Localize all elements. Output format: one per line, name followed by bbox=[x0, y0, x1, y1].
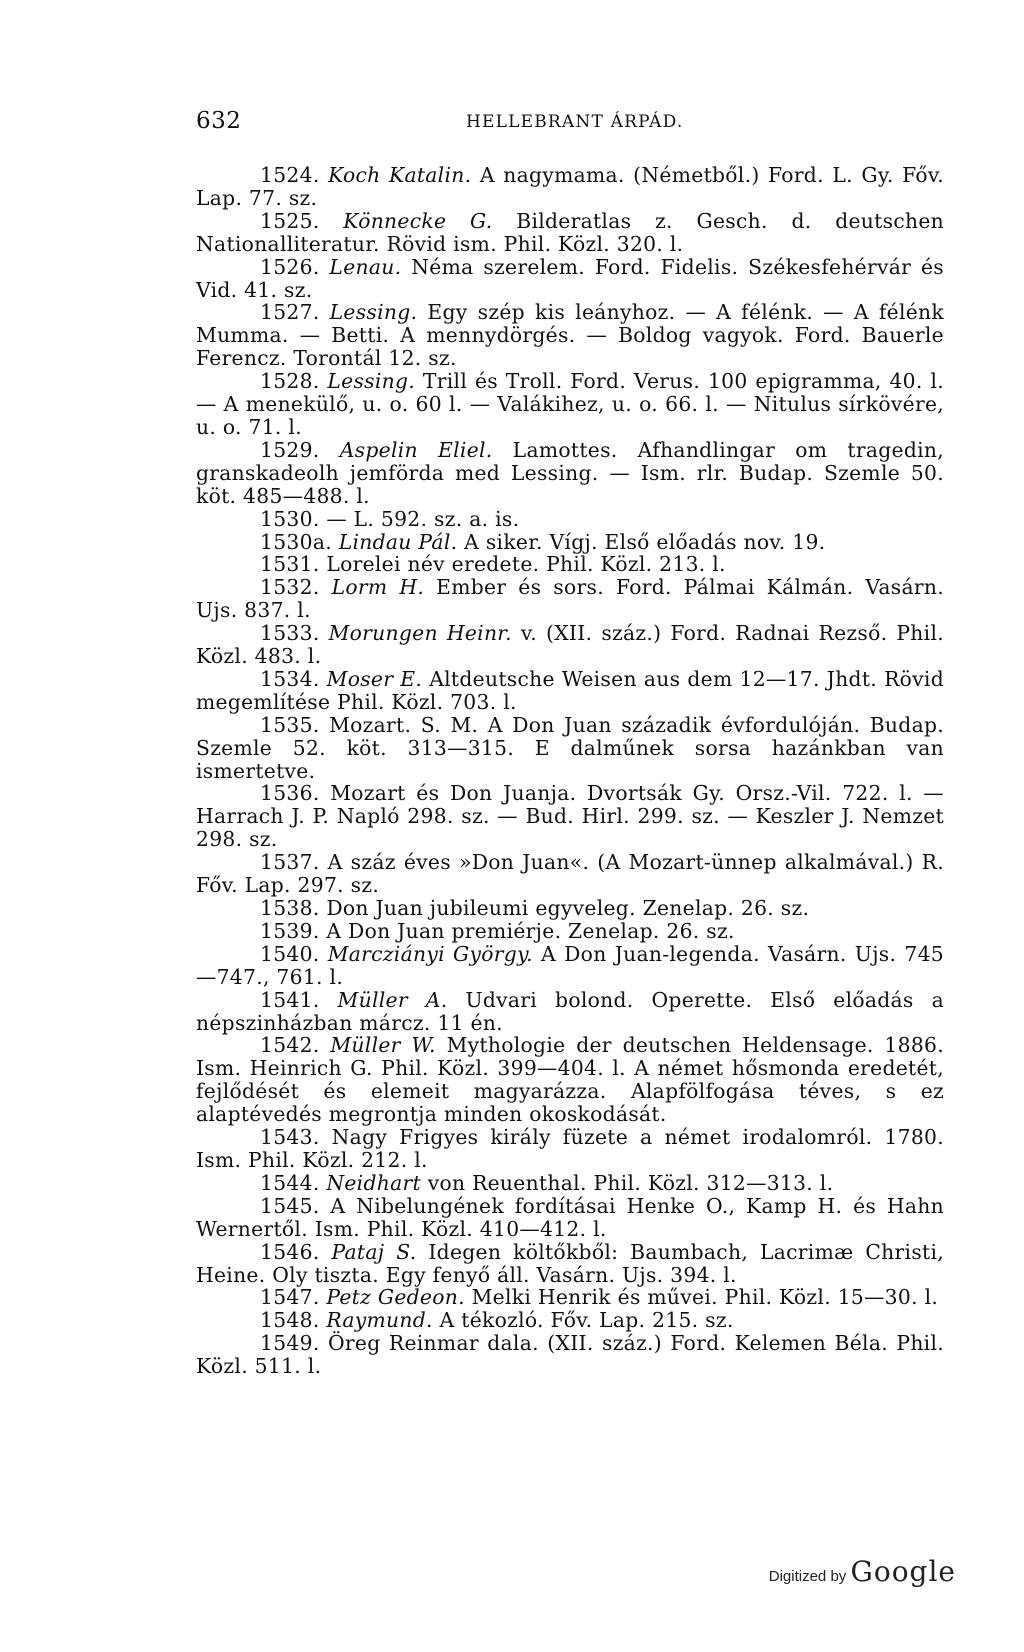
entry-number: 1549. bbox=[260, 1331, 320, 1356]
entry-author: Raymund. bbox=[326, 1308, 433, 1333]
bibliography-entry bbox=[196, 989, 944, 1035]
bibliography-entry bbox=[196, 943, 944, 989]
entry-text: Öreg Reinmar dala. (XII. száz.) Ford. Kelemen Béla. Phil. Közl. 511. l. bbox=[196, 1331, 944, 1379]
google-logo: Google bbox=[850, 1555, 956, 1588]
bibliography-entry bbox=[196, 370, 944, 439]
entry-text: Don Juan jubileumi egyveleg. Zenelap. 26. sz. bbox=[326, 896, 810, 920]
bibliography-list bbox=[196, 164, 944, 1378]
entry-number: 1541. bbox=[260, 987, 320, 1012]
entry-number: 1535. bbox=[260, 712, 320, 737]
entry-text: A Nibelungének fordításai Henke O., Kamp H. és Hahn Wernertől. Ism. Phil. Közl. 410—412. l. bbox=[196, 1193, 945, 1241]
entry-text: Bilderatlas z. Gesch. d. deutschen Nationalliteratur. Rövid ism. Phil. Közl. 320. l. bbox=[196, 208, 945, 256]
digitized-footer bbox=[769, 1555, 956, 1588]
entry-number: 1534. bbox=[260, 666, 320, 691]
entry-number: 1528. bbox=[260, 369, 320, 394]
bibliography-entry bbox=[196, 1309, 944, 1332]
bibliography-entry bbox=[196, 576, 944, 622]
entry-text: Nagy Frigyes király füzete a német irodalomról. 1780. Ism. Phil. Közl. 212. l. bbox=[196, 1125, 944, 1172]
entry-author: Könnecke G. bbox=[343, 208, 493, 233]
bibliography-entry bbox=[196, 210, 944, 256]
bibliography-entry bbox=[196, 301, 944, 370]
entry-number: 1542. bbox=[260, 1033, 320, 1058]
bibliography-entry bbox=[196, 553, 944, 576]
bibliography-entry bbox=[196, 897, 944, 920]
bibliography-entry bbox=[196, 531, 944, 554]
bibliography-entry bbox=[196, 256, 944, 302]
entry-number: 1540. bbox=[260, 941, 320, 966]
entry-author: Koch Katalin. bbox=[328, 163, 472, 187]
entry-author: Morungen Heinr. bbox=[328, 621, 512, 646]
entry-author: Lindau Pál. bbox=[338, 529, 458, 554]
entry-text: Egy szép kis leányhoz. — A félénk. — A félénk Mumma. — Betti. A mennydörgés. — Boldog vagyok. Ford. Bauerle Ferencz. Torontál 12. sz. bbox=[196, 300, 944, 371]
entry-text: Idegen költőkből: Baumbach, Lacrimæ Christi, Heine. Oly tiszta. Egy fenyő áll. Vasárn. Ujs. 394. l. bbox=[196, 1239, 945, 1287]
bibliography-entry bbox=[196, 622, 944, 668]
entry-text: A siker. Vígj. Első előadás nov. 19. bbox=[464, 529, 826, 554]
entry-author: Neidhart bbox=[326, 1170, 421, 1195]
bibliography-entry bbox=[196, 851, 944, 897]
bibliography-entry bbox=[196, 1172, 944, 1195]
entry-text: Altdeutsche Weisen aus dem 12—17. Jhdt. Rövid megemlítése Phil. Közl. 703. l. bbox=[196, 666, 944, 714]
entry-number: 1524. bbox=[260, 163, 320, 187]
entry-author: Müller A. bbox=[337, 987, 448, 1012]
entry-number: 1537. bbox=[260, 850, 320, 875]
bibliography-entry bbox=[196, 1126, 944, 1172]
entry-number: 1547. bbox=[260, 1285, 320, 1310]
entry-author: Müller W. bbox=[330, 1033, 436, 1058]
digitized-by-label: Digitized by bbox=[768, 1568, 847, 1585]
bibliography-entry bbox=[196, 1034, 944, 1126]
entry-author: Aspelin Eliel. bbox=[339, 437, 493, 462]
bibliography-entry bbox=[196, 164, 944, 210]
bibliography-entry bbox=[196, 1332, 944, 1378]
entry-number: 1548. bbox=[260, 1308, 320, 1333]
entry-text: Lamottes. Afhandlingar om tragedin, granskadeolh jemförda med Lessing. — Ism. rlr. Budap. Szemle 50. köt. 485—488. l. bbox=[196, 437, 944, 508]
entry-text: Udvari bolond. Operette. Első előadás a népszinházban márcz. 11 én. bbox=[196, 987, 944, 1035]
entry-text: A tékozló. Főv. Lap. 215. sz. bbox=[439, 1308, 734, 1333]
entry-number: 1539. bbox=[260, 918, 320, 943]
entry-text: Lorelei név eredete. Phil. Közl. 213. l. bbox=[326, 552, 726, 577]
entry-number: 1531. bbox=[260, 552, 320, 577]
running-head: HELLEBRANT ÁRPÁD. bbox=[466, 112, 684, 132]
bibliography-entry bbox=[196, 782, 944, 851]
page-number: 632 bbox=[196, 108, 242, 134]
entry-number: 1530a. bbox=[260, 529, 332, 554]
entry-text: Mythologie der deutschen Heldensage. 1886. Ism. Heinrich G. Phil. Közl. 399—404. l. A német hősmonda eredetét, fejlődését és elemeit magyarázza. Alapfölfogása téves, s ez alaptévedés megrontja minden okoskodását. bbox=[196, 1033, 944, 1127]
bibliography-entry bbox=[196, 1241, 944, 1287]
entry-text: A száz éves »Don Juan«. (A Mozart-ünnep alkalmával.) R. Főv. Lap. 297. sz. bbox=[196, 850, 945, 898]
bibliography-entry bbox=[196, 920, 944, 943]
entry-text: Néma szerelem. Ford. Fidelis. Székesfehérvár és Vid. 41. sz. bbox=[196, 254, 944, 302]
entry-text: A nagymama. (Németből.) Ford. L. Gy. Főv. Lap. 77. sz. bbox=[196, 163, 944, 210]
entry-text: Ember és sors. Ford. Pálmai Kálmán. Vasárn. Ujs. 837. l. bbox=[196, 575, 944, 623]
entry-number: 1532. bbox=[260, 575, 320, 600]
entry-text: Mozart. S. M. A Don Juan századik évfordulóján. Budap. Szemle 52. köt. 313—315. E dalműnek sorsa hazánkban van ismertetve. bbox=[196, 712, 945, 783]
entry-number: 1533. bbox=[260, 621, 320, 646]
entry-author: Pataj S. bbox=[331, 1239, 417, 1264]
bibliography-entry bbox=[196, 1195, 944, 1241]
entry-author: Lorm H. bbox=[331, 575, 425, 600]
entry-text: Trill és Troll. Ford. Verus. 100 epigramma, 40. l. — A menekülő, u. o. 60 l. — Valákihez, u. o. 66. l. — Nitulus sírkövére, u. o. 71. l. bbox=[196, 369, 945, 439]
entry-author: Petz Gedeon. bbox=[326, 1285, 465, 1310]
entry-author: Lessing. bbox=[327, 369, 416, 394]
bibliography-entry bbox=[196, 1286, 944, 1309]
entry-number: 1526. bbox=[260, 254, 320, 279]
entry-number: 1527. bbox=[260, 300, 320, 325]
entry-number: 1529. bbox=[260, 437, 320, 462]
bibliography-entry bbox=[196, 439, 944, 508]
entry-text: A Don Juan premiérje. Zenelap. 26. sz. bbox=[326, 918, 735, 943]
bibliography-entry bbox=[196, 668, 944, 714]
entry-author: Lessing. bbox=[329, 300, 418, 325]
entry-number: 1536. bbox=[260, 781, 320, 806]
entry-number: 1546. bbox=[260, 1239, 320, 1264]
entry-author: Marcziányi György. bbox=[327, 941, 533, 966]
entry-text: Mozart és Don Juanja. Dvortsák Gy. Orsz.-Vil. 722. l. — Harrach J. P. Napló 298. sz. — Bud. Hirl. 299. sz. — Keszler J. Nemzet 298. sz. bbox=[196, 781, 945, 852]
entry-number: 1530. bbox=[260, 506, 320, 531]
entry-text: von Reuenthal. Phil. Közl. 312—313. l. bbox=[427, 1170, 834, 1195]
entry-number: 1538. bbox=[260, 896, 320, 920]
entry-author: Moser E. bbox=[326, 666, 423, 691]
entry-number: 1525. bbox=[260, 208, 320, 233]
entry-number: 1543. bbox=[260, 1125, 320, 1150]
entry-text: A Don Juan-legenda. Vasárn. Ujs. 745—747., 761. l. bbox=[196, 941, 944, 989]
bibliography-entry bbox=[196, 508, 944, 531]
entry-number: 1544. bbox=[260, 1170, 320, 1195]
entry-text: Melki Henrik és művei. Phil. Közl. 15—30. l. bbox=[471, 1285, 939, 1310]
entry-text: — L. 592. sz. a. is. bbox=[326, 506, 520, 531]
entry-number: 1545. bbox=[260, 1193, 320, 1218]
entry-text: v. (XII. száz.) Ford. Radnai Rezső. Phil. Közl. 483. l. bbox=[196, 621, 944, 669]
page-header bbox=[196, 108, 944, 140]
bibliography-entry bbox=[196, 714, 944, 783]
entry-author: Lenau. bbox=[329, 254, 402, 279]
